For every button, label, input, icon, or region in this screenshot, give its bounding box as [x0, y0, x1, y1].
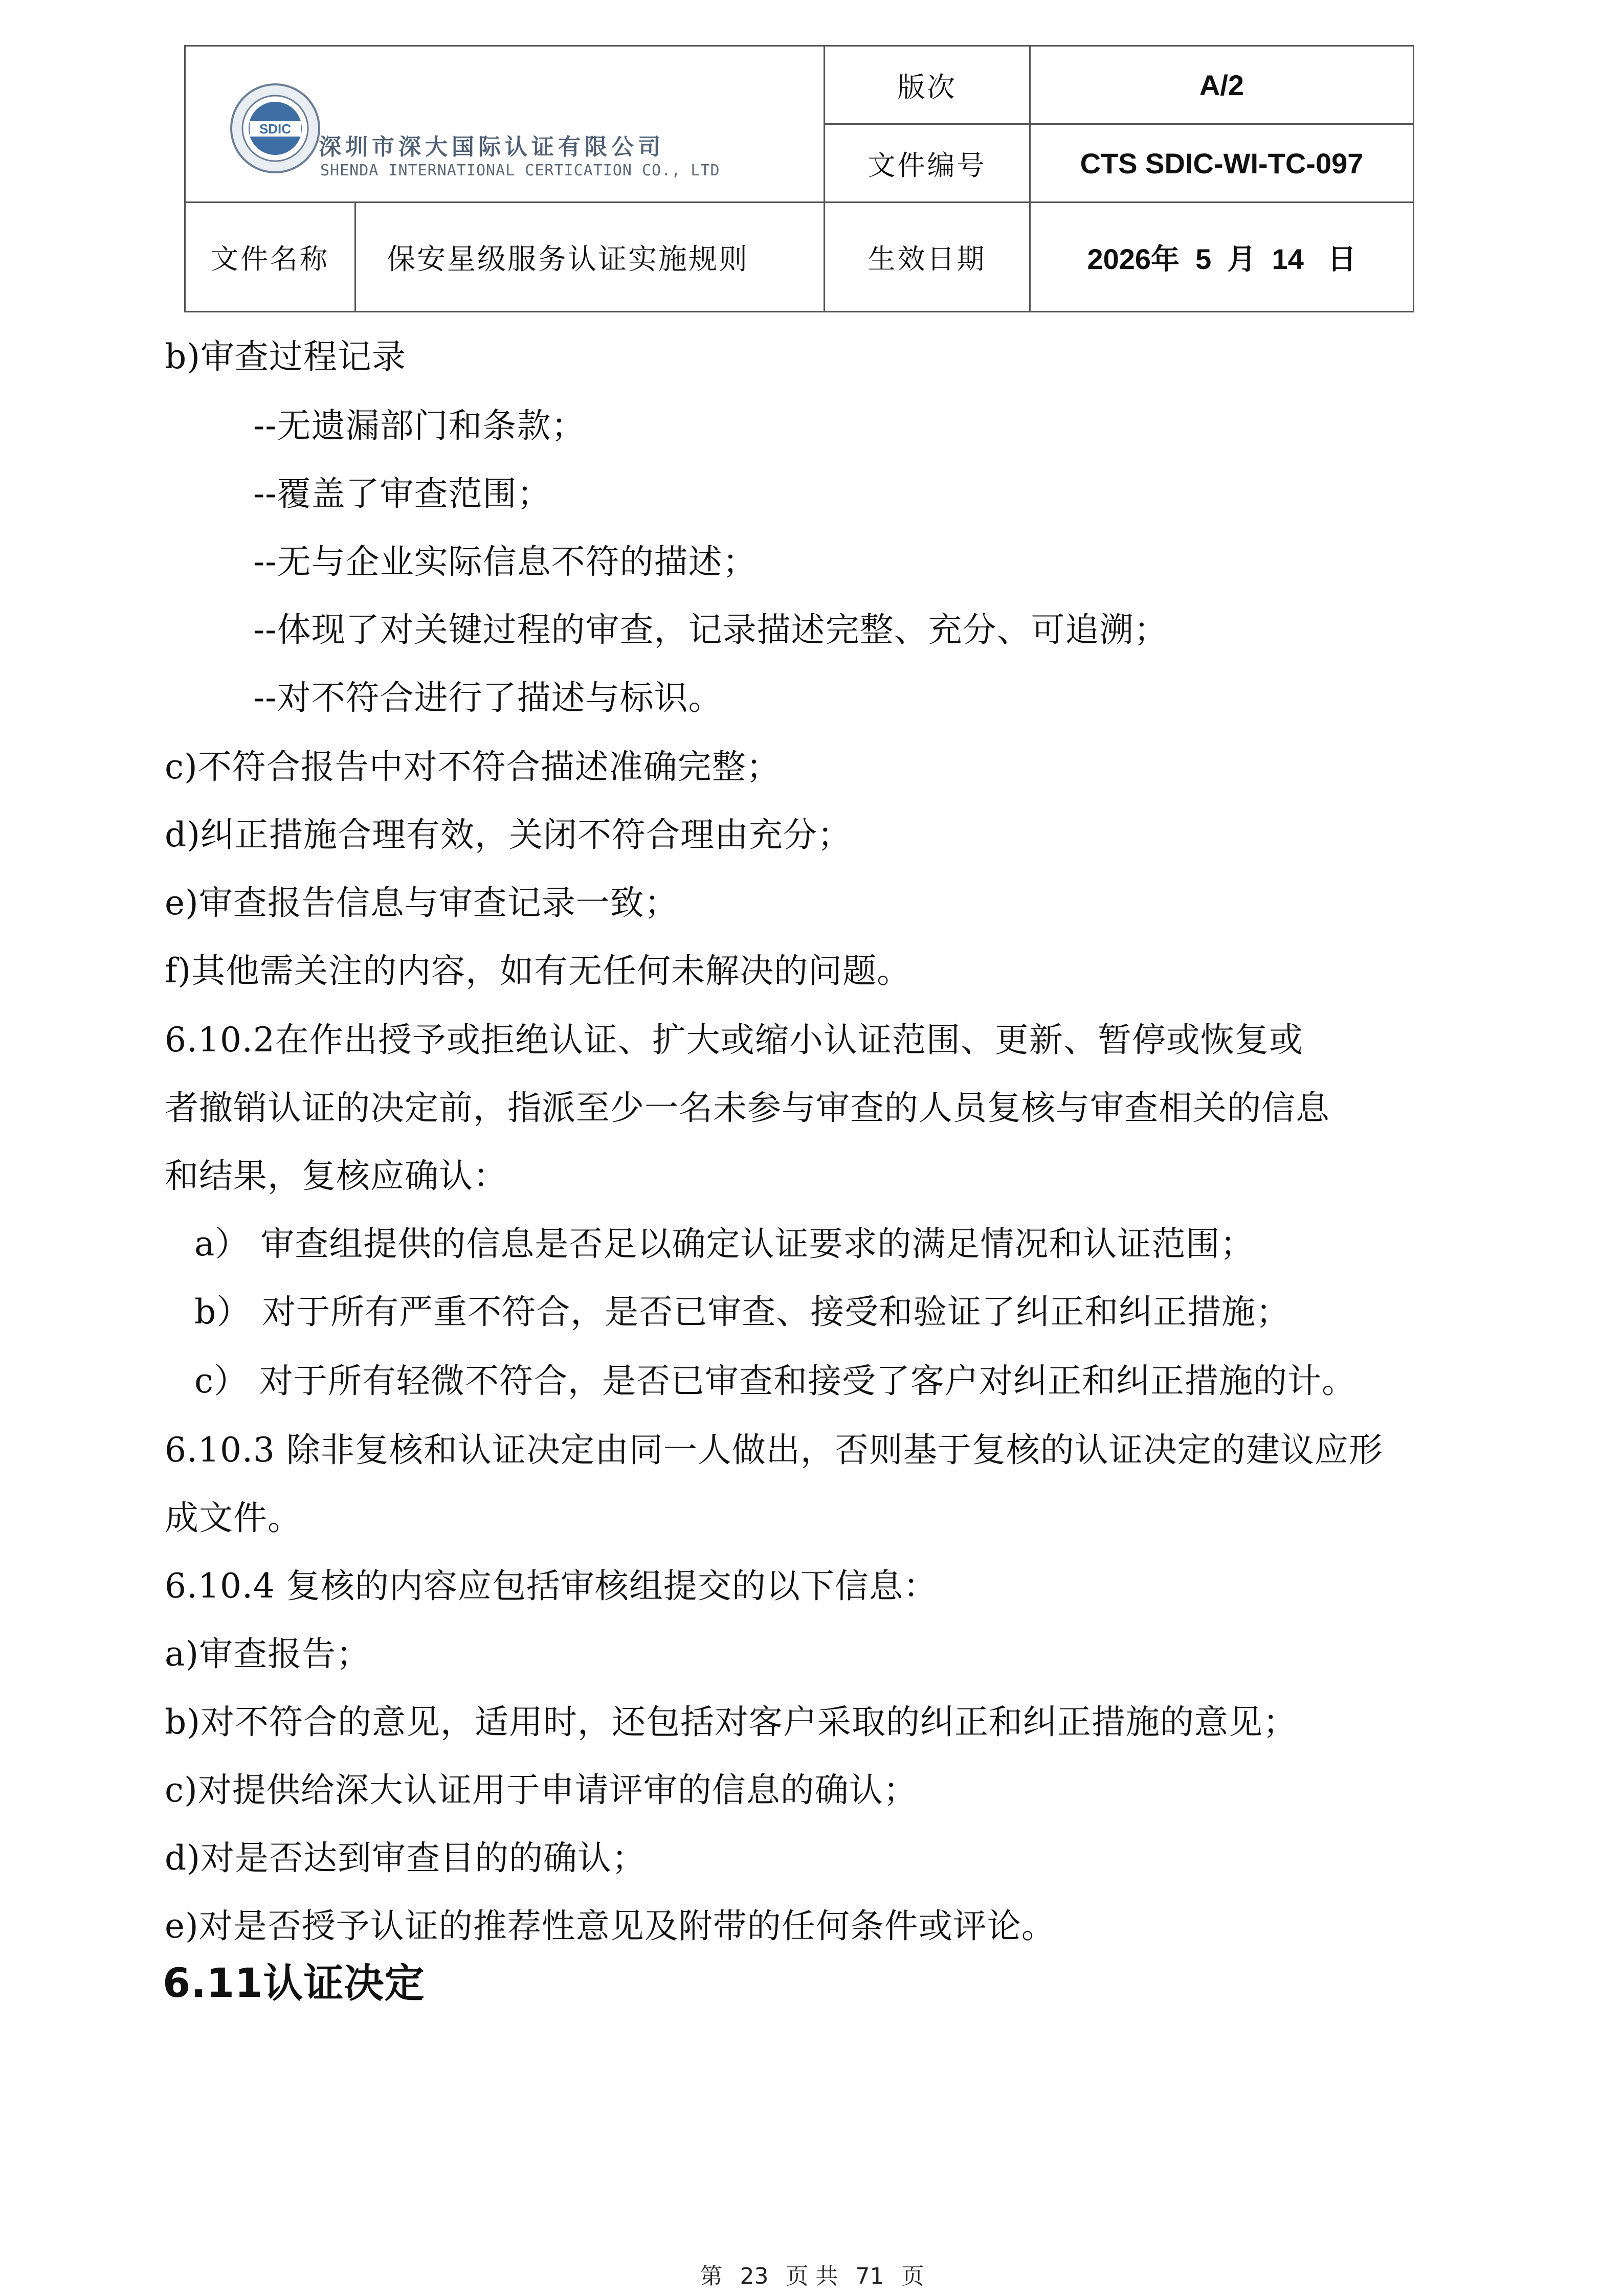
- svg-text:SDIC: SDIC: [259, 121, 292, 137]
- version-label: 版次: [825, 46, 1030, 124]
- body-line: c)对提供给深大认证用于申请评审的信息的确认；: [165, 1770, 918, 1810]
- body-line: 成文件。: [165, 1498, 302, 1538]
- doc-number-label: 文件编号: [825, 124, 1030, 202]
- section-heading: 6.11认证决定: [163, 1961, 425, 2007]
- body-line: --体现了对关键过程的审查，记录描述完整、充分、可追溯；: [253, 610, 1168, 649]
- body-line: d)对是否达到审查目的的确认；: [165, 1838, 646, 1878]
- body-line: b） 对于所有严重不符合，是否已审查、接受和验证了纠正和纠正措施；: [194, 1292, 1291, 1332]
- body-line: e)审查报告信息与审查记录一致；: [165, 883, 679, 922]
- footer-page-number: 23: [740, 2263, 769, 2289]
- doc-number-value: CTS SDIC-WI-TC-097: [1030, 124, 1414, 202]
- effective-date-label: 生效日期: [825, 202, 1030, 312]
- logo-english-name: SHENDA INTERNATIONAL CERTICATION CO., LTD: [320, 162, 720, 179]
- body-line: --覆盖了审查范围；: [253, 474, 551, 513]
- body-line: 6.10.3 除非复核和认证决定由同一人做出，否则基于复核的认证决定的建议应形: [165, 1430, 1383, 1470]
- body-line: d)纠正措施合理有效，关闭不符合理由充分；: [165, 815, 852, 854]
- body-line: 者撤销认证的决定前，指派至少一名未参与审查的人员复核与审查相关的信息: [165, 1088, 1330, 1128]
- document-header-table: [184, 45, 1414, 312]
- footer-prefix: 第: [700, 2263, 723, 2289]
- body-line: 和结果，复核应确认：: [165, 1156, 507, 1196]
- version-value: A/2: [1030, 46, 1414, 124]
- footer-total-pages: 71: [855, 2263, 884, 2289]
- footer-mid: 页 共: [786, 2263, 838, 2289]
- footer-suffix: 页: [901, 2263, 924, 2289]
- body-line: b)对不符合的意见，适用时，还包括对客户采取的纠正和纠正措施的意见；: [165, 1702, 1297, 1742]
- body-line: a)审查报告；: [165, 1634, 371, 1674]
- doc-name-label: 文件名称: [185, 202, 355, 312]
- body-line: 6.10.4 复核的内容应包括审核组提交的以下信息：: [165, 1566, 938, 1606]
- logo-chinese-name: 深圳市深大国际认证有限公司: [319, 134, 664, 160]
- effective-date-value: 2026年 5 月 14 日: [1030, 202, 1414, 312]
- body-line: b)审查过程记录: [165, 337, 406, 376]
- body-line: --无与企业实际信息不符的描述；: [253, 542, 757, 581]
- body-line: --对不符合进行了描述与标识。: [253, 678, 723, 717]
- doc-name-value: 保安星级服务认证实施规则: [355, 202, 825, 312]
- body-line: e)对是否授予认证的推荐性意见及附带的任何条件或评论。: [165, 1906, 1056, 1946]
- sdic-seal-icon: [229, 82, 321, 174]
- body-line: f)其他需关注的内容，如有无任何未解决的问题。: [165, 951, 911, 991]
- body-line: 6.10.2在作出授予或拒绝认证、扩大或缩小认证范围、更新、暂停或恢复或: [165, 1020, 1303, 1060]
- company-logo: [229, 82, 792, 226]
- logo-cell: [185, 46, 825, 202]
- page-footer: [0, 2258, 1624, 2290]
- body-line: --无遗漏部门和条款；: [253, 406, 586, 445]
- body-line: a） 审查组提供的信息是否足以确定认证要求的满足情况和认证范围；: [194, 1224, 1255, 1264]
- body-line: c） 对于所有轻微不符合，是否已审查和接受了客户对纠正和纠正措施的计。: [194, 1361, 1356, 1401]
- body-line: c)不符合报告中对不符合描述准确完整；: [165, 747, 781, 786]
